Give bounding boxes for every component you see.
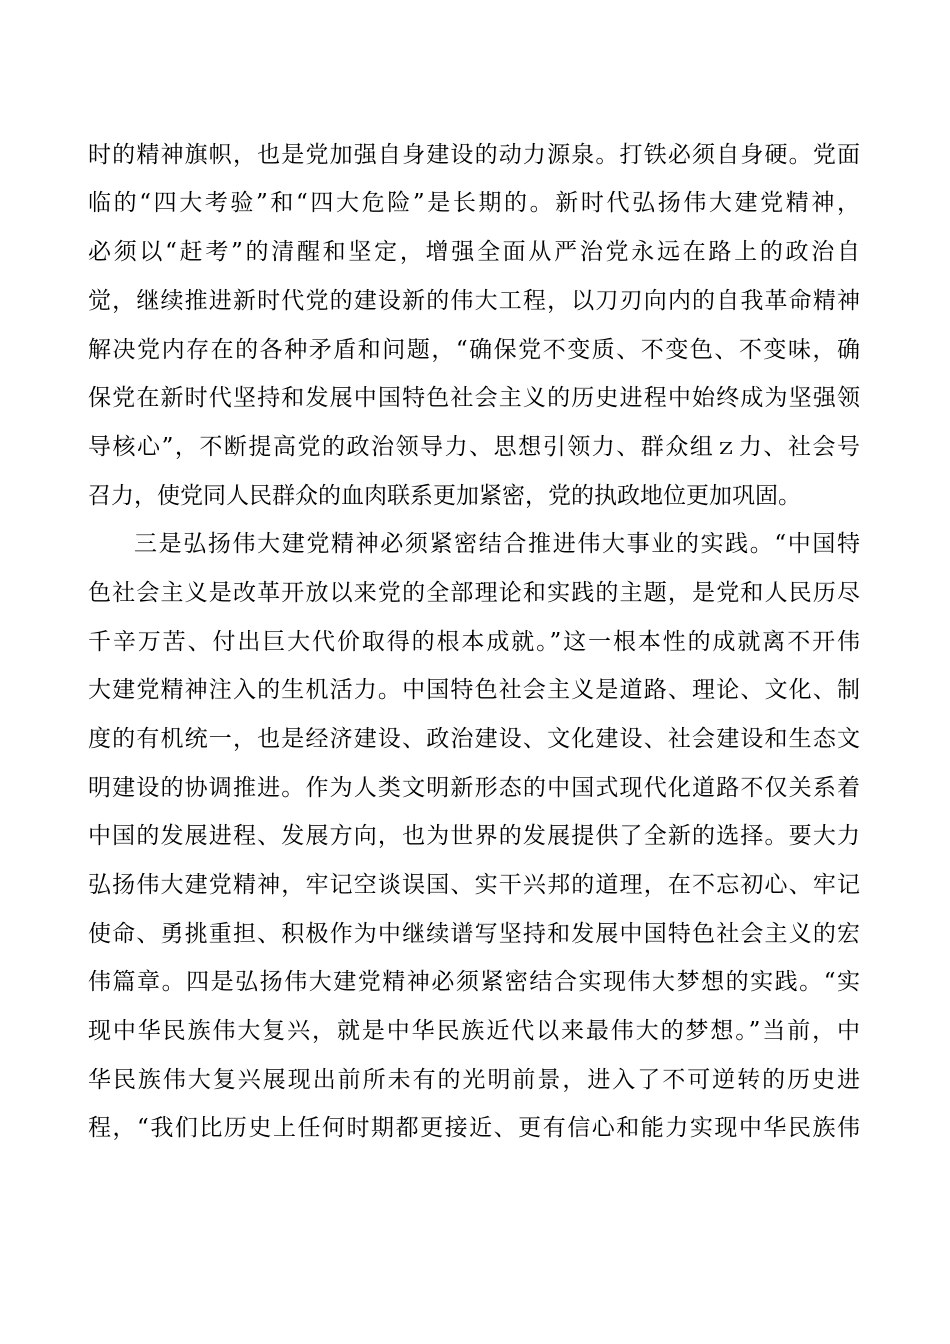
text-line: 弘扬伟大建党精神，牢记空谈误国、实干兴邦的道理，在不忘初心、牢记 [88, 872, 860, 898]
text-line: 觉，继续推进新时代党的建设新的伟大工程，以刀刃向内的自我革命精神 [88, 288, 860, 314]
text-line: 程，“我们比历史上任何时期都更接近、更有信心和能力实现中华民族伟 [88, 1115, 860, 1141]
text-line: 必须以“赶考”的清醒和坚定，增强全面从严治党永远在路上的政治自 [88, 239, 860, 265]
text-line: 临的“四大考验”和“四大危险”是长期的。新时代弘扬伟大建党精神， [88, 190, 860, 216]
paragraph-first-line: 三是弘扬伟大建党精神必须紧密结合推进伟大事业的实践。“中国特 [134, 531, 860, 557]
text-line: 导核心”，不断提高党的政治领导力、思想引领力、群众组ｚ力、社会号 [88, 434, 860, 460]
text-line: 度的有机统一，也是经济建设、政治建设、文化建设、社会建设和生态文 [88, 726, 860, 752]
text-line: 大建党精神注入的生机活力。中国特色社会主义是道路、理论、文化、制 [88, 677, 860, 703]
text-line: 使命、勇挑重担、积极作为中继续谱写坚持和发展中国特色社会主义的宏 [88, 921, 860, 947]
text-line: 时的精神旗帜，也是党加强自身建设的动力源泉。打铁必须自身硬。党面 [88, 142, 860, 168]
text-line: 色社会主义是改革开放以来党的全部理论和实践的主题，是党和人民历尽 [88, 580, 860, 606]
text-line: 召力，使党同人民群众的血肉联系更加紧密，党的执政地位更加巩固。 [88, 483, 801, 509]
text-line: 明建设的协调推进。作为人类文明新形态的中国式现代化道路不仅关系着 [88, 775, 860, 801]
text-line: 解决党内存在的各种矛盾和问题，“确保党不变质、不变色、不变味，确 [88, 337, 860, 363]
text-line: 现中华民族伟大复兴，就是中华民族近代以来最伟大的梦想。”当前，中 [88, 1018, 860, 1044]
text-line: 千辛万苦、付出巨大代价取得的根本成就。”这一根本性的成就离不开伟 [88, 629, 860, 655]
text-line: 华民族伟大复兴展现出前所未有的光明前景，进入了不可逆转的历史进 [88, 1067, 860, 1093]
text-line: 伟篇章。四是弘扬伟大建党精神必须紧密结合实现伟大梦想的实践。“实 [88, 969, 860, 995]
text-line: 保党在新时代坚持和发展中国特色社会主义的历史进程中始终成为坚强领 [88, 385, 860, 411]
text-line: 中国的发展进程、发展方向，也为世界的发展提供了全新的选择。要大力 [88, 823, 860, 849]
